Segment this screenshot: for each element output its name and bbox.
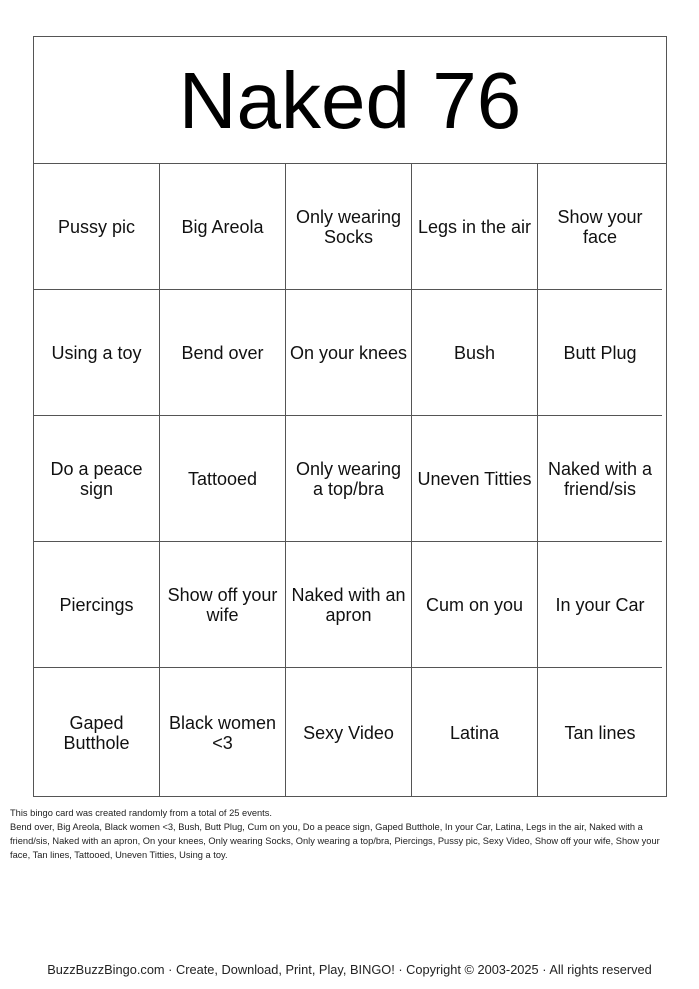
cell-text: Piercings [59,595,134,615]
bingo-cell [160,164,286,290]
bingo-cell [538,416,662,542]
bingo-cell [286,542,412,668]
cell-text: Butt Plug [563,343,637,363]
bingo-cell [160,542,286,668]
footer: BuzzBuzzBingo.com · Create, Download, Print, Play, BINGO! · Copyright © 2003-2025 · All rights reserved [47,962,652,977]
bingo-cell [160,668,286,796]
bingo-cell [412,542,538,668]
cell-text: Do a peace sign [50,459,143,499]
cell-text: Big Areola [181,217,264,237]
cell-text: Tattooed [187,469,258,489]
bingo-cell [286,290,412,416]
bingo-cell [412,668,538,796]
cell-text: Bend over [181,343,264,363]
cell-text: Uneven Titties [417,469,532,489]
bingo-cell [286,668,412,796]
cell-text: Show off your wife [167,585,278,625]
info-summary: This bingo card was created randomly from a total of 25 events. [10,808,272,818]
bingo-cell [34,164,160,290]
card-title: Naked 76 [178,56,522,145]
cell-text: On your knees [289,343,408,363]
cell-text: Cum on you [425,595,524,615]
cell-text: Naked with an apron [291,585,406,625]
cell-text: Pussy pic [57,217,136,237]
cell-text: Using a toy [51,343,142,363]
bingo-cell [412,290,538,416]
cell-text: Naked with a friend/sis [547,459,653,499]
bingo-cell [160,290,286,416]
cell-text: Only wearing a top/bra [295,459,402,499]
title-row [34,37,666,164]
bingo-grid [34,164,666,796]
bingo-cell [34,290,160,416]
cell-text: Gaped Butthole [63,712,130,753]
cell-text: Tan lines [564,722,636,743]
cell-text: Bush [453,343,496,363]
bingo-cell [34,542,160,668]
bingo-cell [160,416,286,542]
bingo-cell [538,542,662,668]
cell-text: In your Car [555,595,645,615]
bingo-cell [34,416,160,542]
bingo-cell [538,290,662,416]
cell-text: Sexy Video [303,722,394,743]
bingo-cell [412,164,538,290]
bingo-cell [538,668,662,796]
cell-text: Black women <3 [168,712,277,753]
bingo-cell [286,164,412,290]
cell-text: Only wearing Socks [295,207,402,247]
events-list: Bend over, Big Areola, Black women <3, Bush, Butt Plug, Cum on you, Do a peace sign, Gaped Butthole, In your Car, Latina, Legs in the air, Naked with a friend/sis, Naked with an apron, On your knees, Only wearing Socks, Only wearing a top/bra, Piercings, Pussy pic, Sexy Video, Show off your wife, Show your face, Tan lines, Tattooed, Uneven Titties, Using a toy. [10,822,660,860]
bingo-cell [538,164,662,290]
bingo-cell [34,668,160,796]
card-info [10,806,680,862]
bingo-cell [286,416,412,542]
cell-text: Show your face [557,207,643,247]
bingo-card [33,36,667,797]
cell-text: Latina [449,722,500,743]
bingo-cell [412,416,538,542]
cell-text: Legs in the air [417,217,532,237]
